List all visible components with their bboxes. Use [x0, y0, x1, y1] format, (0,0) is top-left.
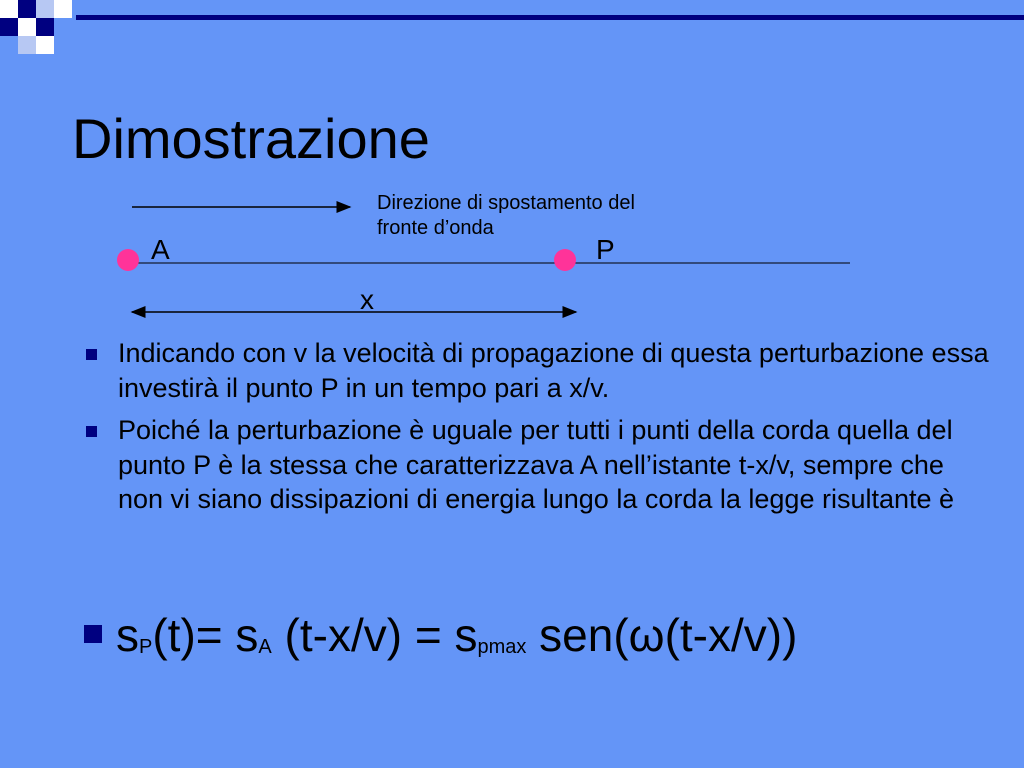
bullet-text: Indicando con v la velocità di propagazione di questa perturbazione essa investirà il punto P in un tempo pari a x/v.: [118, 338, 989, 403]
formula-part3: sen(ω(t-x/v)): [526, 609, 798, 661]
square-bullet-icon: [86, 426, 97, 437]
formula-s2: s: [235, 609, 259, 661]
bullet-item: [84, 336, 994, 405]
point-a-label: A: [151, 234, 170, 265]
wave-formula: [84, 609, 798, 661]
distance-label: x: [360, 284, 374, 315]
point-a-dot: [117, 249, 139, 271]
formula-sub3: pmax: [477, 636, 527, 658]
formula-part2: (t-x/v) =: [271, 609, 455, 661]
bullet-list: [84, 336, 994, 525]
formula-s1: s: [116, 609, 139, 661]
point-p-dot: [554, 249, 576, 271]
direction-label-line1: Direzione di spostamento del: [377, 192, 635, 214]
slide-title: Dimostrazione: [72, 107, 430, 170]
formula-sub1: P: [139, 636, 153, 658]
formula-part1: (t)=: [152, 609, 236, 661]
bullet-item: [84, 413, 994, 517]
formula-sub2: A: [258, 636, 272, 658]
direction-label: [377, 191, 737, 241]
wave-diagram: [0, 0, 1024, 330]
direction-label-line2: fronte d’onda: [377, 217, 494, 239]
bullet-text: Poiché la perturbazione è uguale per tutti i punti della corda quella del punto P è la stessa che caratterizzava A nell’istante t-x/v, sempre che non vi siano dissipazioni di energia lungo la corda la legge risultante è: [118, 415, 955, 515]
formula-s3: s: [454, 609, 478, 661]
square-bullet-icon: [86, 349, 97, 360]
square-bullet-icon: [84, 625, 102, 643]
point-p-label: P: [596, 234, 615, 265]
